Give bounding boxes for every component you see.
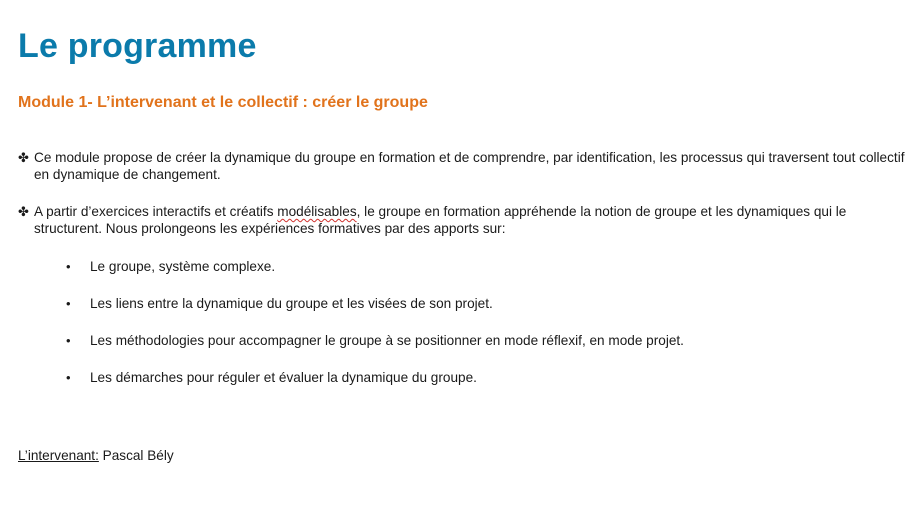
speaker-name: Pascal Bély (98, 448, 174, 463)
slide-title: Le programme (18, 27, 257, 65)
list-item-text: Le groupe, système complexe. (90, 259, 276, 274)
cross-bullet-icon: ✤ (18, 150, 29, 165)
list-item (66, 295, 684, 312)
list-item (66, 332, 684, 349)
paragraph-intro-text: Ce module propose de créer la dynamique du groupe en formation et de comprendre, par identification, les processus qui traversent tout collectif en dynamique de changement. (34, 150, 905, 182)
bullet-dot-icon: • (66, 333, 71, 348)
bullet-dot-icon: • (66, 296, 71, 311)
paragraph-exercises-text-before: A partir d’exercices interactifs et créatifs (34, 204, 278, 219)
list-item (66, 369, 684, 386)
list-item (66, 258, 684, 275)
spellcheck-flagged-word[interactable]: modélisables (277, 204, 357, 219)
list-item-text: Les méthodologies pour accompagner le groupe à se positionner en mode réflexif, en mode projet. (90, 333, 684, 348)
list-item-text: Les liens entre la dynamique du groupe et les visées de son projet. (90, 296, 493, 311)
bullet-dot-icon: • (66, 259, 71, 274)
paragraph-exercises-text-after: , le groupe en formation appréhende la notion de groupe et les dynamiques qui le structurent. Nous prolongeons les expériences formatives par des apports sur: (34, 204, 847, 236)
cross-bullet-icon: ✤ (18, 204, 29, 219)
module-heading: Module 1- L’intervenant et le collectif : créer le groupe (18, 94, 428, 111)
paragraph-exercises-text (34, 203, 916, 237)
speaker-label: L’intervenant: (18, 448, 99, 463)
list-item-text: Les démarches pour réguler et évaluer la dynamique du groupe. (90, 370, 477, 385)
bullet-dot-icon: • (66, 370, 71, 385)
topics-list (66, 258, 684, 406)
speaker-line (18, 447, 174, 464)
paragraph-exercises (18, 203, 916, 237)
paragraph-intro (18, 149, 916, 183)
